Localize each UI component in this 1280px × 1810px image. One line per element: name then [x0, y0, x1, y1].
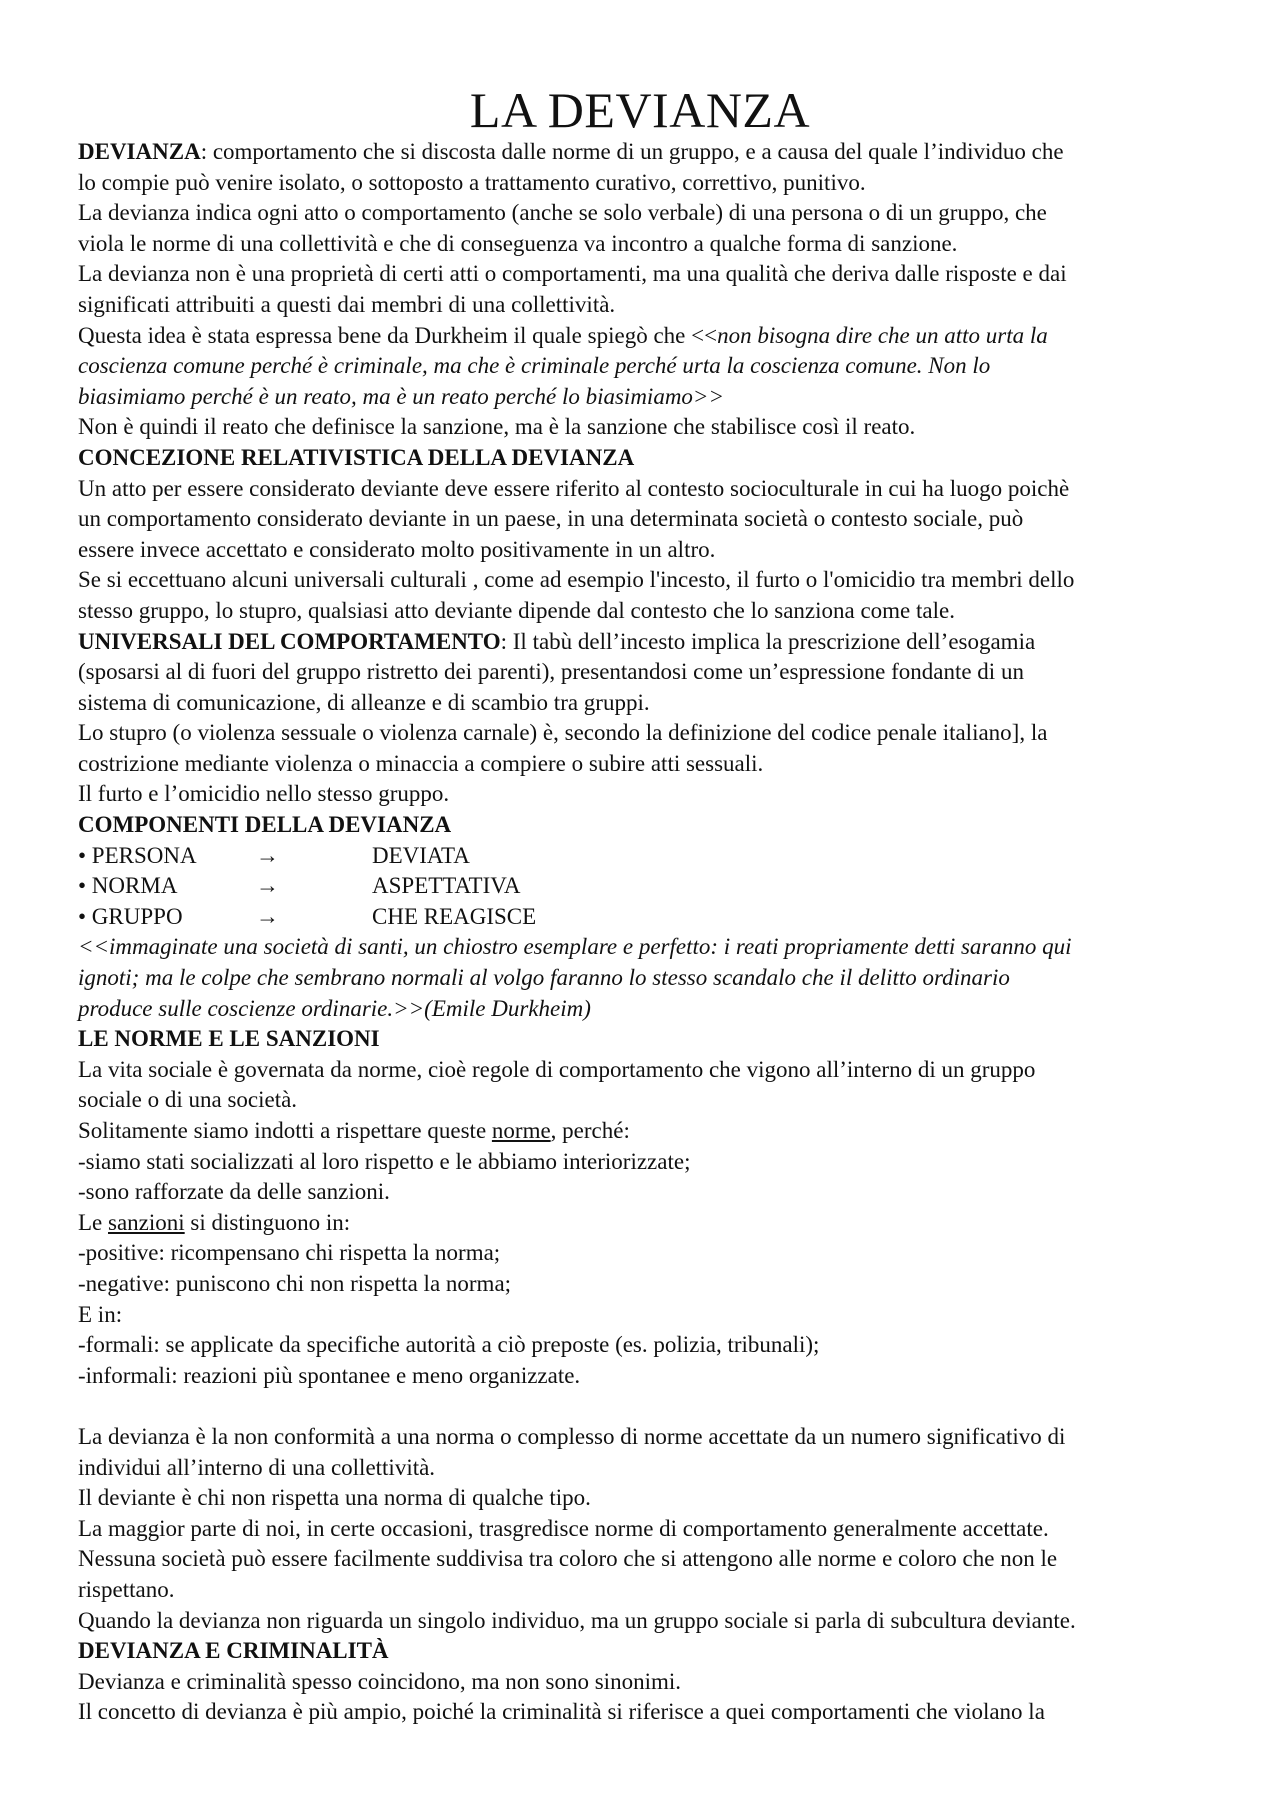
paragraph-line: (sposarsi al di fuori del gruppo ristretto dei parenti), presentandosi come un’espressione fondante di un: [78, 659, 1024, 685]
paragraph-line: Se si eccettuano alcuni universali culturali , come ad esempio l'incesto, il furto o l'omicidio tra membri dello: [78, 567, 1075, 593]
document-body: [78, 137, 1218, 1728]
paragraph-line: rispettano.: [78, 1576, 175, 1602]
durkheim-quote-line: <<immaginate una società di santi, un chiostro esemplare e perfetto: i reati propriamente detti saranno qui: [78, 934, 1072, 960]
durkheim-quote-start: non bisogna dire che un atto urta la: [717, 322, 1048, 348]
paragraph-line: La vita sociale è governata da norme, cioè regole di comportamento che vigono all’interno di un gruppo: [78, 1056, 1036, 1082]
paragraph-line: E in:: [78, 1301, 123, 1327]
blank-line: [78, 1391, 1218, 1422]
paragraph-line: costrizione mediante violenza o minaccia a compiere o subire atti sessuali.: [78, 750, 764, 776]
text-span: Le: [78, 1209, 109, 1235]
text-span: Solitamente siamo indotti a rispettare queste: [78, 1118, 492, 1143]
section-heading: LE NORME E LE SANZIONI: [78, 1026, 380, 1052]
paragraph-line: viola le norme di una collettività e che di conseguenza va incontro a qualche forma di sanzione.: [78, 230, 958, 256]
component-left: • GRUPPO: [78, 903, 183, 929]
paragraph-line: [78, 137, 1218, 168]
paragraph-line: sistema di comunicazione, di alleanze e di scambio tra gruppi.: [78, 689, 650, 715]
section-heading: DEVIANZA E CRIMINALITÀ: [78, 1638, 389, 1664]
definition-text: : comportamento che si discosta dalle norme di un gruppo, e a causa del quale l’individuo che: [200, 139, 1064, 164]
paragraph-line: La devianza è la non conformità a una norma o complesso di norme accettate da un numero significativo di: [78, 1423, 1066, 1449]
paragraph-line: essere invece accettato e considerato molto positivamente in un altro.: [78, 536, 716, 562]
list-item: -positive: ricompensano chi rispetta la norma;: [78, 1240, 501, 1266]
paragraph-line: significati attribuiti a questi dai membri di una collettività.: [78, 291, 616, 317]
paragraph-line: Il furto e l’omicidio nello stesso gruppo.: [78, 781, 450, 807]
arrow-icon: →: [256, 873, 279, 899]
list-item: -formali: se applicate da specifiche autorità a ciò preposte (es. polizia, tribunali);: [78, 1332, 820, 1358]
paragraph-line: un comportamento considerato deviante in un paese, in una determinata società o contesto sociale, può: [78, 506, 1024, 532]
underlined-term-sanzioni: sanzioni: [108, 1209, 185, 1235]
component-right: ASPETTATIVA: [372, 873, 521, 899]
paragraph-line: La maggior parte di noi, in certe occasioni, trasgredisce norme di comportamento generalmente accettate.: [78, 1515, 1049, 1541]
paragraph-line: Il deviante è chi non rispetta una norma di qualche tipo.: [78, 1485, 591, 1511]
paragraph-line: La devianza indica ogni atto o comportamento (anche se solo verbale) di una persona o di un gruppo, che: [78, 200, 1047, 226]
paragraph-line: [78, 627, 1218, 658]
paragraph-line: Nessuna società può essere facilmente suddivisa tra coloro che si attengono alle norme e coloro che non le: [78, 1546, 1058, 1572]
paragraph-line: Non è quindi il reato che definisce la sanzione, ma è la sanzione che stabilisce così il reato.: [78, 414, 916, 440]
component-right: CHE REAGISCE: [372, 903, 537, 929]
component-left: • NORMA: [78, 873, 178, 899]
durkheim-quote-line: produce sulle coscienze ordinarie.>>(Emile Durkheim): [78, 995, 591, 1021]
paragraph-line: sociale o di una società.: [78, 1087, 298, 1113]
paragraph-line: individui all’interno di una collettività.: [78, 1454, 436, 1480]
paragraph-line: Lo stupro (o violenza sessuale o violenza carnale) è, secondo la definizione del codice penale italiano], la: [78, 720, 1048, 746]
paragraph-line: [78, 1208, 1218, 1239]
durkheim-quote-line: ignoti; ma le colpe che sembrano normali al volgo faranno lo stesso scandalo che il delitto ordinario: [78, 965, 1010, 991]
paragraph-line: [78, 1116, 1218, 1147]
paragraph-line: Il concetto di devianza è più ampio, poiché la criminalità si riferisce a quei comportamenti che violano la: [78, 1699, 1045, 1725]
text-span: si distinguono in:: [184, 1209, 351, 1235]
term-universali: UNIVERSALI DEL COMPORTAMENTO: [78, 628, 501, 654]
term-devianza: DEVIANZA: [78, 139, 201, 164]
paragraph-line: [78, 321, 1218, 352]
component-right: DEVIATA: [372, 842, 470, 868]
durkheim-quote-line: biasimiamo perché è un reato, ma è un reato perché lo biasimiamo>>: [78, 383, 724, 409]
durkheim-intro: Questa idea è stata espressa bene da Durkheim il quale spiegò che <<: [78, 322, 718, 348]
paragraph-line: La devianza non è una proprietà di certi atti o comportamenti, ma una qualità che deriva dalle risposte e dai: [78, 261, 1067, 287]
list-item: -informali: reazioni più spontanee e meno organizzate.: [78, 1362, 581, 1388]
paragraph-line: stesso gruppo, lo stupro, qualsiasi atto deviante dipende dal contesto che lo sanziona come tale.: [78, 597, 955, 623]
page-title: LA DEVIANZA: [469, 82, 811, 138]
list-item: -negative: puniscono chi non rispetta la norma;: [78, 1270, 512, 1296]
arrow-icon: →: [256, 903, 279, 929]
definition-text: : Il tabù dell’incesto implica la prescrizione dell’esogamia: [500, 628, 1036, 654]
arrow-icon: →: [256, 842, 279, 868]
paragraph-line: Un atto per essere considerato deviante deve essere riferito al contesto socioculturale in cui ha luogo poichè: [78, 475, 1070, 501]
section-heading: CONCEZIONE RELATIVISTICA DELLA DEVIANZA: [78, 444, 635, 470]
section-heading: COMPONENTI DELLA DEVIANZA: [78, 812, 452, 838]
component-row: [78, 841, 1218, 872]
paragraph-line: Quando la devianza non riguarda un singolo individuo, ma un gruppo sociale si parla di subcultura deviante.: [78, 1607, 1076, 1633]
text-span: , perché:: [550, 1118, 630, 1143]
list-item: -sono rafforzate da delle sanzioni.: [78, 1179, 390, 1205]
paragraph-line: lo compie può venire isolato, o sottoposto a trattamento curativo, correttivo, punitivo.: [78, 169, 866, 195]
underlined-term-norme: norme: [491, 1118, 551, 1143]
component-left: • PERSONA: [78, 842, 197, 868]
component-row: [78, 871, 1218, 902]
component-row: [78, 902, 1218, 933]
list-item: -siamo stati socializzati al loro rispetto e le abbiamo interiorizzate;: [78, 1148, 691, 1174]
durkheim-quote-line: coscienza comune perché è criminale, ma che è criminale perché urta la coscienza comune. Non lo: [78, 353, 991, 379]
paragraph-line: Devianza e criminalità spesso coincidono, ma non sono sinonimi.: [78, 1668, 681, 1694]
